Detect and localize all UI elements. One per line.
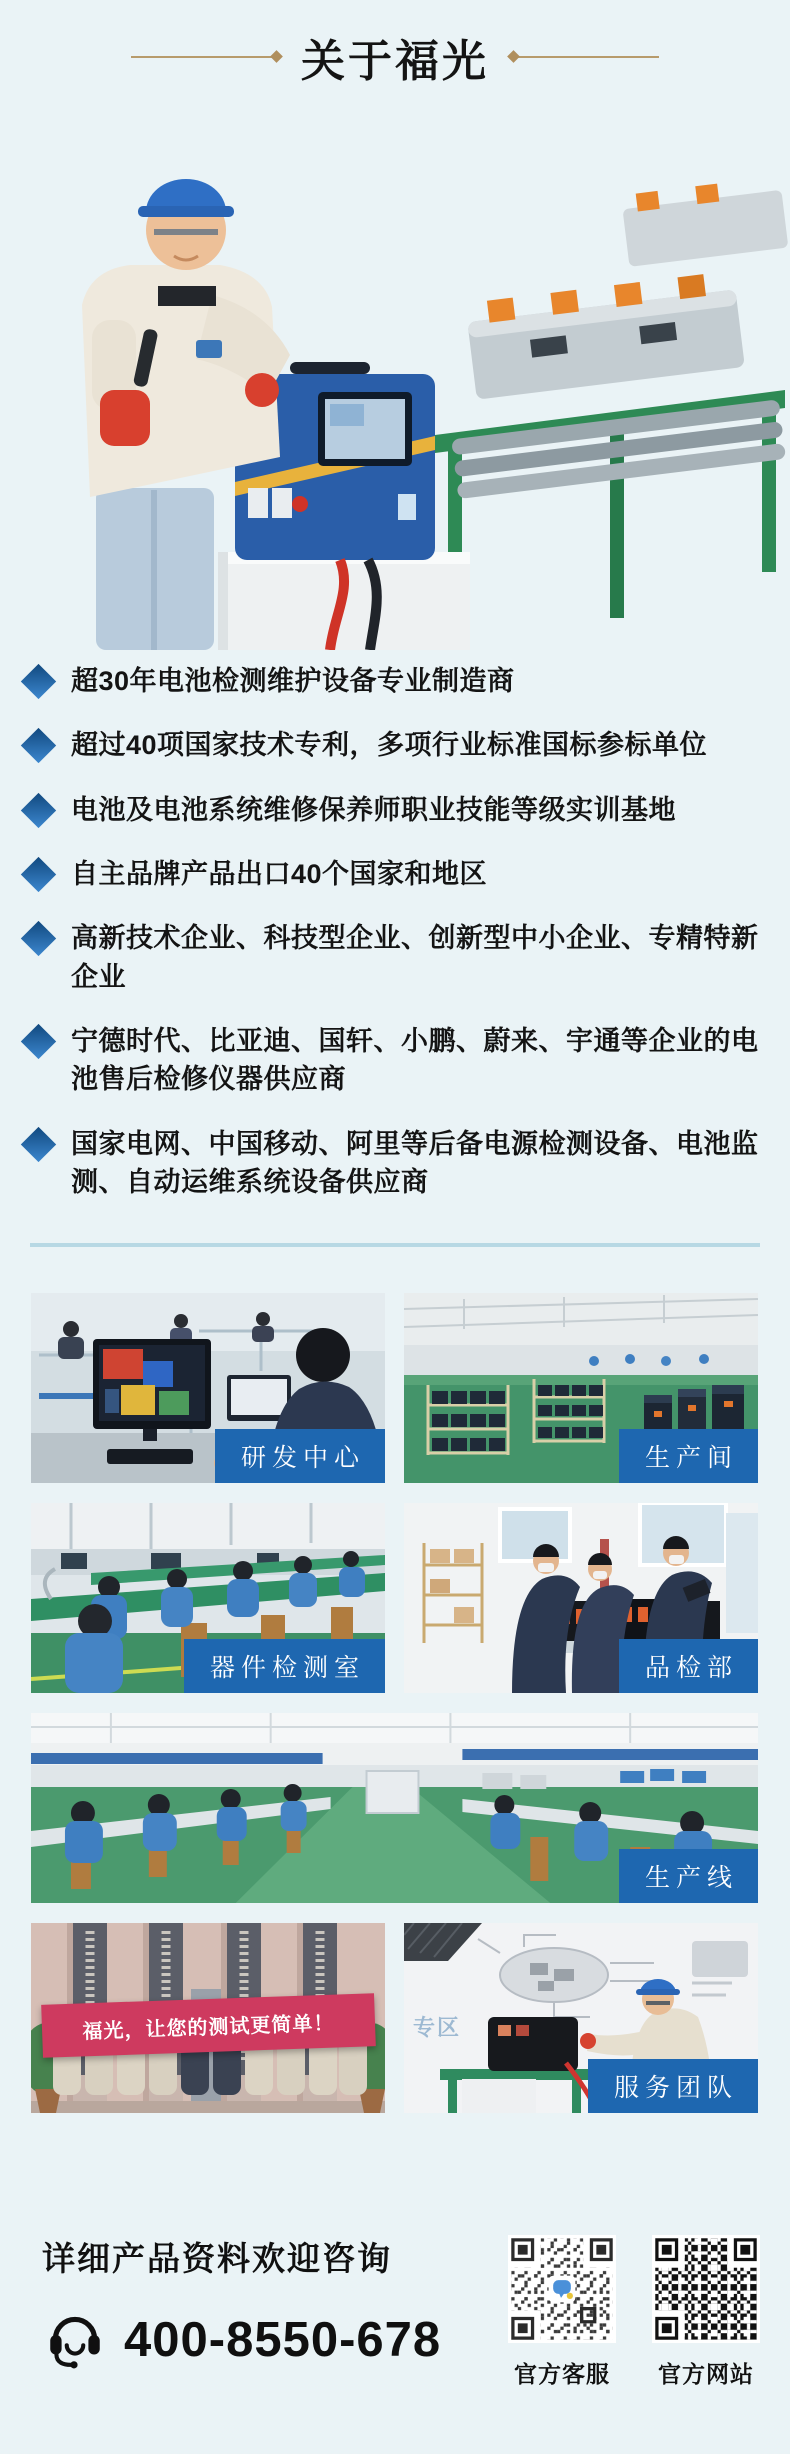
bullet-item xyxy=(18,726,772,764)
footer xyxy=(0,2133,790,2389)
bullet-text: 国家电网、中国移动、阿里等后备电源检测设备、电池监测、自动运维系统设备供应商 xyxy=(71,1128,759,1197)
bullet-text: 超30年电池检测维护设备专业制造商 xyxy=(71,666,515,696)
phone-number: 400-8550-678 xyxy=(124,2312,442,2367)
photo-production-room xyxy=(404,1293,758,1483)
bullet-item xyxy=(18,1125,772,1202)
photo-team-banner xyxy=(31,1923,385,2113)
photo-caption: 生产间 xyxy=(619,1429,758,1483)
photo-rd-center xyxy=(31,1293,385,1483)
deco-line-right xyxy=(511,56,659,58)
photo-caption: 器件检测室 xyxy=(184,1639,385,1693)
photo-caption: 生产线 xyxy=(619,1849,758,1903)
photo-qc-dept xyxy=(404,1503,758,1693)
bullet-text: 超过40项国家技术专利，多项行业标准国标参标单位 xyxy=(71,730,708,761)
wall-text: 专区 xyxy=(413,2014,462,2040)
qr-label: 官方网站 xyxy=(658,2361,754,2388)
diamond-icon xyxy=(21,921,56,956)
deco-line-left xyxy=(131,56,279,58)
page-title: 关于福光 xyxy=(301,37,489,86)
bullet-item xyxy=(18,919,772,996)
headset-icon xyxy=(42,2304,108,2375)
footer-heading: 详细产品资料欢迎咨询 xyxy=(42,2240,392,2278)
bullet-text: 宁德时代、比亚迪、国轩、小鹏、蔚来、宇通等企业的电池售后检修仪器供应商 xyxy=(71,1025,759,1095)
diamond-icon xyxy=(21,1024,56,1059)
section-divider xyxy=(30,1243,760,1247)
bullet-item xyxy=(18,855,772,893)
diamond-icon xyxy=(21,792,56,827)
qr-code-website-icon xyxy=(652,2235,760,2343)
slogan-text: 福光，让您的测试更简单！ xyxy=(81,2012,335,2044)
bullet-text: 电池及电池系统维修保养师职业技能等级实训基地 xyxy=(71,794,676,825)
qr-block-website xyxy=(652,2235,760,2389)
diamond-icon xyxy=(21,664,56,699)
diamond-dot-icon xyxy=(270,50,283,63)
diamond-icon xyxy=(21,728,56,763)
bullet-text: 高新技术企业、科技型企业、创新型中小企业、专精特新企业 xyxy=(71,923,759,992)
bullet-text: 自主品牌产品出口40个国家和地区 xyxy=(71,858,488,889)
qr-code-customer-service-icon xyxy=(508,2235,616,2343)
diamond-dot-icon xyxy=(507,50,520,63)
bullet-item xyxy=(18,662,772,700)
qr-block-customer-service xyxy=(508,2235,616,2389)
contact-block xyxy=(42,2233,441,2375)
photo-component-lab xyxy=(31,1503,385,1693)
photo-caption: 品检部 xyxy=(619,1639,758,1693)
section-header xyxy=(0,0,790,90)
hero-photo xyxy=(0,90,790,650)
photo-gallery xyxy=(0,1293,790,2113)
qr-label: 官方客服 xyxy=(514,2361,610,2388)
diamond-icon xyxy=(21,1126,56,1161)
photo-caption: 服务团队 xyxy=(588,2059,758,2113)
diamond-icon xyxy=(21,857,56,892)
photo-caption: 研发中心 xyxy=(215,1429,385,1483)
photo-service-team xyxy=(404,1923,758,2113)
bullet-list xyxy=(0,662,790,1201)
phone-row xyxy=(42,2304,441,2375)
qr-group xyxy=(508,2233,760,2389)
bullet-item xyxy=(18,791,772,829)
photo-production-line xyxy=(31,1713,758,1903)
bullet-item xyxy=(18,1022,772,1099)
